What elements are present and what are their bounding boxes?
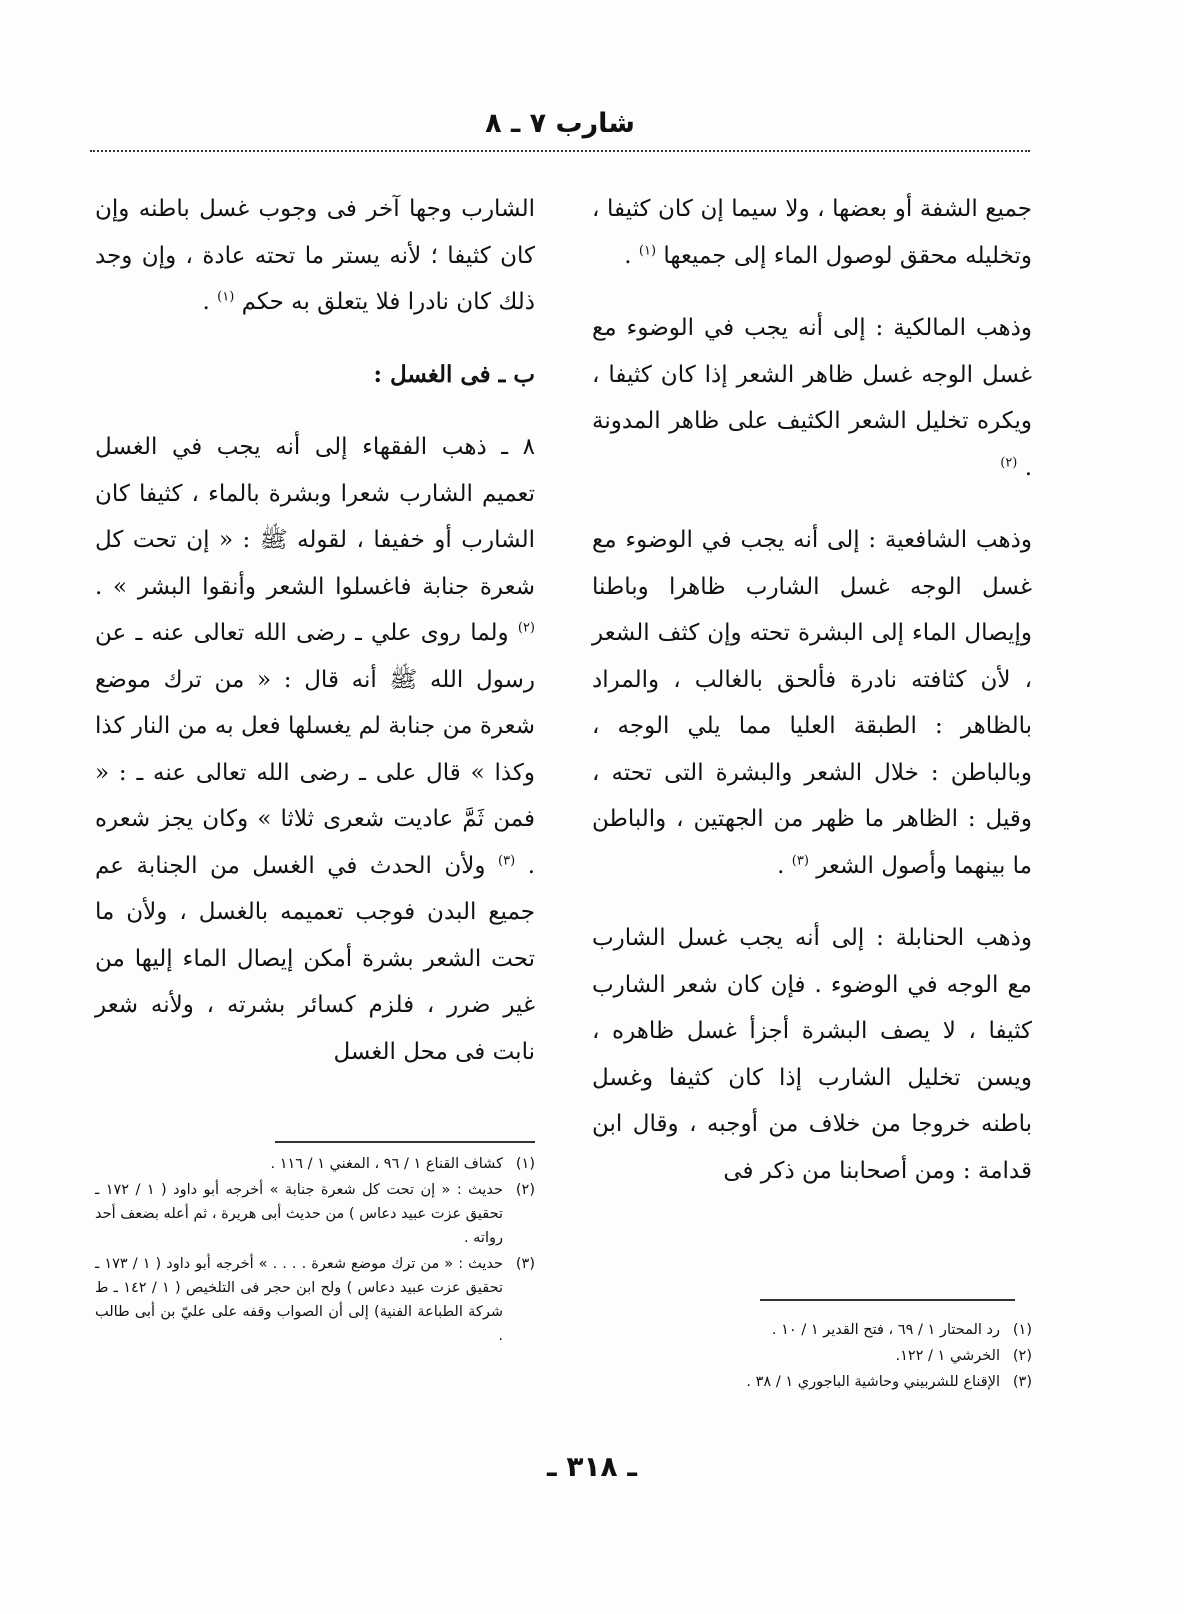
- left-p2-part-a: ٨ ـ ذهب الفقهاء إلى أنه يجب في الغسل تعميم الشارب شعرا وبشرة بالماء ، كثيفا كان الشارب أو خفيفا ، لقوله ﷺ : « إن تحت كل شعرة جنابة فاغسلوا الشعر وأنقوا البشر » .: [95, 434, 535, 600]
- footnote-text: حديث : « إن تحت كل شعرة جنابة » أخرجه أبو داود ( ١ / ١٧٢ ـ تحقيق عزت عبيد دعاس ) من حديث أبى هريرة ، ثم أعله بضعف أحد رواته .: [95, 1182, 504, 1246]
- left-p2-part-c: ولأن الحدث في الغسل من الجنابة عم جميع البدن فوجب تعميمه بالغسل ، ولأن ما تحت الشعر بشرة أمكن إيصال الماء إليها من غير ضرر ، فلزم كسائر بشرته ، ولأنه شعر نابت فى محل الغسل: [95, 852, 535, 1065]
- header-dotted-divider: [90, 150, 1030, 152]
- left-p1-text: الشارب وجها آخر فى وجوب غسل باطنه وإن كان كثيفا ؛ لأنه يستر ما تحته عادة ، وإن وجد ذلك كان نادرا فلا يتعلق به حكم: [95, 196, 535, 315]
- footnote-ref: (٢): [517, 620, 535, 636]
- footnote-text: الخرشي ١ / ١٢٢.: [895, 1348, 1000, 1364]
- right-p3-text: وذهب الشافعية : إلى أنه يجب في الوضوء مع غسل الوجه غسل الشارب ظاهرا وباطنا وإيصال الماء إلى البشرة تحته وإن كثف الشعر ، لأن كثافته نادرة فألحق بالغالب ، والمراد بالظاهر : الطبقة العليا مما يلي الوجه ، وبالباطن : خلال الشعر والبشرة التى تحته ، وقيل : الظاهر ما ظهر من الجهتين ، والباطن ما بينهما وأصول الشعر: [592, 527, 1032, 879]
- footnote-text: الإقناع للشربيني وحاشية الباجوري ١ / ٣٨ .: [746, 1374, 1000, 1390]
- footnote-text: كشاف القناع ١ / ٩٦ ، المغني ١ / ١١٦ .: [270, 1156, 503, 1172]
- footnote-ref: (١): [638, 242, 657, 258]
- page-number: ـ ٣١٨ ـ: [547, 1450, 637, 1483]
- right-p4-text: وذهب الحنابلة : إلى أنه يجب غسل الشارب مع الوجه في الوضوء . فإن كان شعر الشارب كثيفا ، لا يصف البشرة أجزأ غسل ظاهره ، ويسن تخليل الشارب إذا كان كثيفا وغسل باطنه خروجا من خلاف من أوجبه ، وقال ابن قدامة : ومن أصحابنا من ذكر فى: [592, 925, 1032, 1184]
- footnote-number: (٣): [1012, 1374, 1032, 1390]
- page-header-title: شارب ٧ ـ ٨: [485, 108, 635, 139]
- footnote-ref: (١): [217, 289, 235, 305]
- footnote-item: [592, 1318, 1032, 1342]
- footnote-ref: (٢): [1000, 454, 1018, 470]
- right-p1-end: .: [624, 242, 632, 269]
- right-paragraph-2: [592, 305, 1032, 491]
- right-p3-end: .: [777, 852, 785, 879]
- right-p2-text: وذهب المالكية : إلى أنه يجب في الوضوء مع غسل الوجه غسل ظاهر الشعر إذا كان كثيفا ، ويكره تخليل الشعر الكثيف على ظاهر المدونة .: [592, 315, 1032, 481]
- footnote-number: (٣): [515, 1256, 535, 1272]
- left-paragraph-2: [95, 424, 535, 1075]
- footnote-ref: (٣): [498, 852, 516, 868]
- section-heading: ب ـ فى الغسل :: [373, 360, 535, 388]
- footnote-ref: (٣): [791, 852, 809, 868]
- footnote-number: (١): [515, 1156, 535, 1172]
- right-p1-text: جميع الشفة أو بعضها ، ولا سيما إن كان كثيفا ، وتخليله محقق لوصول الماء إلى جميعها: [592, 196, 1032, 269]
- right-paragraph-4: [592, 915, 1032, 1194]
- footnote-divider-right: [760, 1299, 1015, 1301]
- footnote-item: [592, 1344, 1032, 1368]
- right-column: [592, 186, 1032, 1194]
- footnote-item: [592, 1370, 1032, 1394]
- footnotes-left: [95, 1152, 535, 1350]
- left-p1-end: .: [202, 289, 210, 315]
- left-column: [95, 186, 535, 1075]
- footnotes-right: [592, 1318, 1032, 1396]
- right-paragraph-1: [592, 186, 1032, 279]
- footnote-number: (١): [1012, 1322, 1032, 1338]
- footnote-number: (٢): [1012, 1348, 1032, 1364]
- footnote-text: حديث : « من ترك موضع شعرة . . . . » أخرجه أبو داود ( ١ / ١٧٣ ـ تحقيق عزت عبيد دعاس ) ولح ابن حجر فى التلخيص ( ١ / ١٤٢ ـ ط شركة الطباعة الفنية) إلى أن الصواب وقفه على عليّ بن أبى طالب .: [95, 1256, 503, 1344]
- left-paragraph-1: [95, 186, 535, 326]
- footnote-text: رد المحتار ١ / ٦٩ ، فتح القدير ١ / ١٠ .: [771, 1322, 1000, 1338]
- right-paragraph-3: [592, 517, 1032, 889]
- footnote-item: [95, 1252, 535, 1348]
- left-p2-part-b: ولما روى علي ـ رضى الله تعالى عنه ـ عن رسول الله ﷺ أنه قال : « من ترك موضع شعرة من جنابة لم يغسلها فعل به من النار كذا وكذا » قال على ـ رضى الله تعالى عنه ـ : « فمن ثَمَّ عاديت شعرى ثلاثا » وكان يجز شعره .: [95, 620, 535, 879]
- footnote-number: (٢): [515, 1182, 535, 1198]
- footnote-divider-left: [275, 1141, 535, 1143]
- footnote-item: [95, 1178, 535, 1250]
- footnote-item: [95, 1152, 535, 1176]
